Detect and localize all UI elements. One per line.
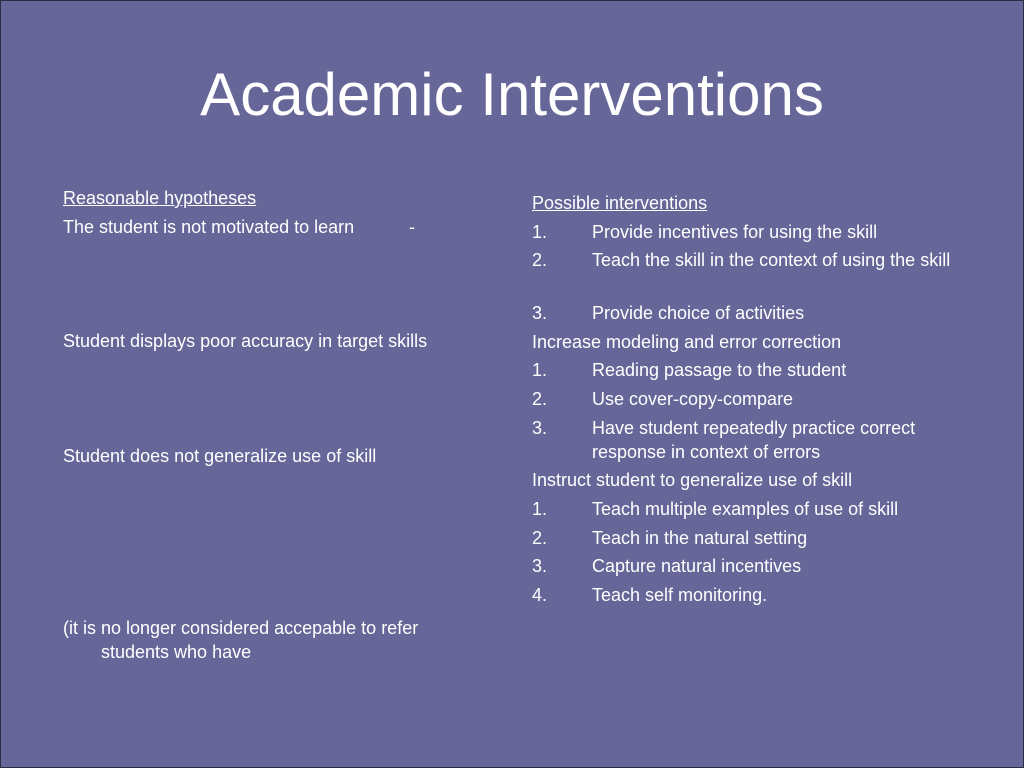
note-line-2: students who have (101, 642, 252, 662)
list-item-text: Teach multiple examples of use of skill (592, 499, 899, 519)
list-item-number: 3. (532, 303, 548, 323)
list-item-text: Provide choice of activities (592, 303, 805, 323)
hypothesis-3: Student does not generalize use of skill (63, 446, 377, 466)
list-item-number: 4. (532, 585, 548, 605)
list-item-number: 2. (532, 389, 548, 409)
list-item-text: Reading passage to the student (592, 360, 847, 380)
hypothesis-1: The student is not motivated to learn (63, 217, 355, 237)
hypothesis-row-1 (63, 215, 483, 239)
note (63, 616, 483, 664)
group-2-header: Increase modeling and error correction (532, 332, 842, 352)
list-item-text: Have student repeatedly practice correct response in context of errors (592, 418, 916, 462)
hypotheses-header: Reasonable hypotheses (63, 188, 257, 208)
list-item-number: 1. (532, 222, 548, 242)
slide-title: Academic Interventions (200, 61, 824, 128)
list-item-text: Teach in the natural setting (592, 528, 808, 548)
list-item-number: 2. (532, 528, 548, 548)
list-item-number: 1. (532, 360, 548, 380)
list-item-number: 3. (532, 556, 548, 576)
list-item-text: Teach the skill in the context of using the skill (592, 250, 951, 270)
list-item-number: 2. (532, 250, 548, 270)
note-line-1: (it is no longer considered accepable to refer (63, 618, 419, 638)
list-item-number: 3. (532, 418, 548, 438)
hypothesis-2: Student displays poor accuracy in target skills (63, 331, 428, 351)
interventions-header: Possible interventions (532, 193, 708, 213)
list-item-text: Teach self monitoring. (592, 585, 768, 605)
list-item-number: 1. (532, 499, 548, 519)
list-item-text: Provide incentives for using the skill (592, 222, 878, 242)
list-item-text: Capture natural incentives (592, 556, 802, 576)
hypothesis-1-dash: - (409, 217, 415, 237)
list-item-text: Use cover-copy-compare (592, 389, 794, 409)
group-3-header: Instruct student to generalize use of skill (532, 470, 853, 490)
